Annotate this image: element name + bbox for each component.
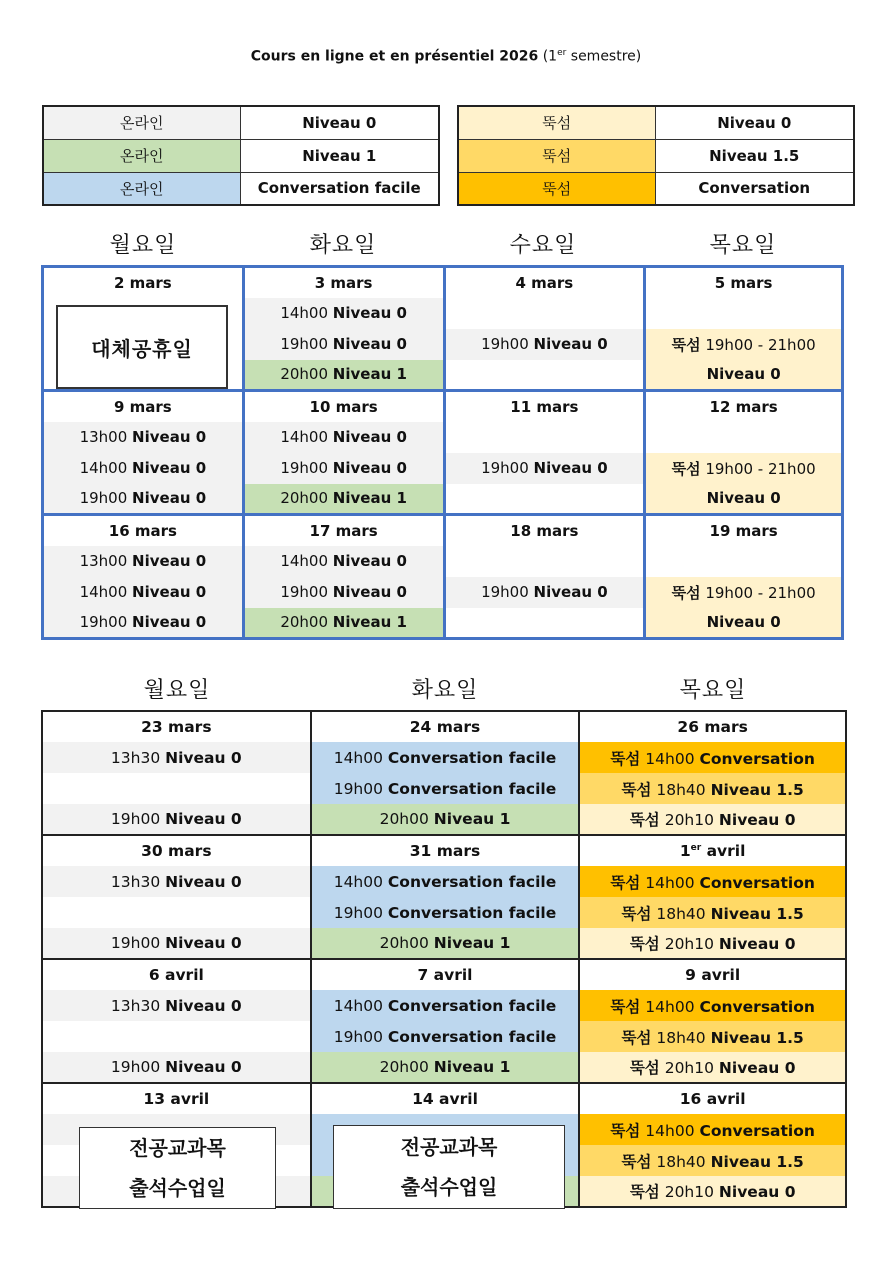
slot-time: 19h00 bbox=[79, 489, 128, 508]
slot-cell bbox=[579, 866, 846, 897]
slot-level: Niveau 1.5 bbox=[710, 904, 804, 923]
empty-cell bbox=[645, 298, 843, 329]
slot-cell bbox=[311, 773, 580, 804]
empty-cell bbox=[444, 608, 645, 639]
slot-level: Niveau 1 bbox=[332, 365, 407, 384]
day-header-thu: 목요일 bbox=[709, 233, 777, 258]
holiday-box: 대체공휴일 bbox=[56, 305, 228, 389]
slot-cell bbox=[43, 546, 244, 577]
exam-line-2: 출석수업일 bbox=[129, 1176, 226, 1200]
slot-cell bbox=[43, 453, 244, 484]
empty-cell bbox=[444, 298, 645, 329]
page-title bbox=[0, 48, 892, 65]
slot-cell bbox=[243, 546, 444, 577]
slot-location: 뚝섬 bbox=[621, 904, 652, 923]
slot-time: 14h00 bbox=[280, 552, 329, 570]
slot-time: 14h00 bbox=[645, 749, 695, 768]
slot-time: 14h00 bbox=[333, 748, 383, 767]
slot-cell bbox=[311, 897, 580, 928]
slot-time: 14h00 bbox=[645, 873, 695, 892]
slot-time: 19h00 bbox=[79, 613, 128, 632]
slot-cell bbox=[243, 577, 444, 608]
slot-time: 18h40 bbox=[656, 1028, 706, 1047]
slot-row bbox=[42, 742, 846, 773]
slot-cell bbox=[579, 1052, 846, 1083]
slot-level: Niveau 0 bbox=[165, 810, 242, 828]
date-cell: 19 mars bbox=[645, 515, 843, 546]
date-cell: 3 mars bbox=[243, 267, 444, 298]
title-sup: er bbox=[557, 48, 567, 58]
slot-level: Niveau 1.5 bbox=[710, 1028, 804, 1047]
slot-time: 14h00 bbox=[79, 583, 128, 601]
slot-level: Niveau 1 bbox=[332, 613, 407, 632]
slot-row bbox=[43, 546, 843, 577]
slot-row bbox=[42, 897, 846, 928]
date-cell: 26 mars bbox=[579, 711, 846, 742]
slot-level: Niveau 0 bbox=[645, 484, 843, 515]
date-cell: 11 mars bbox=[444, 391, 645, 422]
slot-location: 뚝섬 bbox=[610, 997, 641, 1016]
day-header-mon: 월요일 bbox=[109, 233, 177, 258]
slot-level: Niveau 0 bbox=[132, 489, 207, 508]
slot-level: Niveau 1 bbox=[433, 810, 511, 828]
slot-level: Niveau 0 bbox=[718, 1059, 796, 1077]
slot-time: 14h00 bbox=[645, 1121, 695, 1140]
title-paren: (1 bbox=[538, 48, 558, 65]
slot-level: Niveau 0 bbox=[165, 934, 242, 952]
empty-cell bbox=[444, 484, 645, 515]
slot-level: Niveau 0 bbox=[332, 459, 407, 477]
slot-level: Niveau 0 bbox=[165, 996, 242, 1015]
exam-line-2: 출석수업일 bbox=[400, 1175, 498, 1199]
slot-time: 19h00 bbox=[280, 459, 329, 477]
slot-row bbox=[43, 608, 843, 639]
slot-level: Niveau 0 bbox=[645, 360, 843, 391]
slot-location: 뚝섬 bbox=[629, 1059, 660, 1077]
exam-box-tuesday bbox=[333, 1125, 565, 1209]
week-row bbox=[43, 267, 843, 298]
slot-cell bbox=[42, 990, 311, 1021]
legend-online-level-0: Niveau 0 bbox=[240, 106, 439, 139]
empty-cell bbox=[645, 546, 843, 577]
slot-time: 20h00 bbox=[379, 1058, 429, 1076]
slot-cell bbox=[43, 484, 244, 515]
slot-cell bbox=[42, 866, 311, 897]
slot-time: 19h00 bbox=[333, 779, 383, 798]
slot-level: Niveau 0 bbox=[132, 583, 207, 601]
slot-level: Niveau 0 bbox=[533, 583, 608, 601]
slot-cell bbox=[42, 1052, 311, 1083]
slot-time: 20h10 bbox=[664, 935, 714, 953]
date-cell: 9 avril bbox=[579, 959, 846, 990]
slot-level: Niveau 0 bbox=[332, 552, 407, 570]
title-rest: semestre) bbox=[566, 48, 642, 65]
slot-level: Niveau 0 bbox=[132, 552, 207, 570]
slot-cell bbox=[579, 773, 846, 804]
slot-cell bbox=[579, 742, 846, 773]
slot-location: 뚝섬 bbox=[671, 583, 701, 602]
slot-time: 14h00 bbox=[645, 997, 695, 1016]
date-cell: 2 mars bbox=[114, 273, 172, 292]
slot-cell bbox=[311, 866, 580, 897]
slot-row bbox=[42, 773, 846, 804]
slot-level: Niveau 0 bbox=[718, 1183, 796, 1201]
slot-cell bbox=[42, 928, 311, 959]
slot-level: Niveau 0 bbox=[332, 428, 407, 446]
slot-time: 13h00 bbox=[79, 428, 128, 446]
slot-row bbox=[43, 453, 843, 484]
slot-location: 뚝섬 bbox=[621, 780, 652, 799]
slot-cell bbox=[243, 453, 444, 484]
slot-level: Niveau 1 bbox=[433, 934, 511, 952]
slot-cell bbox=[579, 1021, 846, 1052]
date-cell: 12 mars bbox=[645, 391, 843, 422]
day-header-thu-2: 목요일 bbox=[679, 678, 747, 703]
legend-online-label-1: 온라인 bbox=[43, 139, 240, 172]
date-cell: 6 avril bbox=[42, 959, 311, 990]
slot-level: Niveau 0 bbox=[165, 748, 242, 767]
slot-location: 뚝섬 bbox=[621, 1152, 652, 1171]
slot-cell bbox=[311, 928, 580, 959]
slot-row bbox=[42, 990, 846, 1021]
april1-num: 1 bbox=[679, 842, 691, 860]
slot-level: Conversation bbox=[699, 873, 815, 892]
slot-time: 19h00 bbox=[481, 583, 529, 601]
exam-line-1: 전공교과목 bbox=[400, 1135, 498, 1159]
exam-box-monday bbox=[79, 1127, 276, 1209]
slot-location: 뚝섬 bbox=[671, 335, 701, 354]
slot-time: 19h00 bbox=[481, 335, 529, 353]
slot-level: Niveau 0 bbox=[645, 608, 843, 639]
slot-location: 뚝섬 bbox=[629, 1183, 660, 1201]
slot-cell bbox=[579, 1145, 846, 1176]
slot-time: 20h10 bbox=[664, 1059, 714, 1077]
legend-offline-label-1: 뚝섬 bbox=[458, 139, 655, 172]
slot-time: 19h00 - 21h00 bbox=[705, 459, 816, 478]
slot-row bbox=[43, 422, 843, 453]
date-cell: 30 mars bbox=[42, 835, 311, 866]
slot-cell bbox=[43, 577, 244, 608]
slot-time: 13h00 bbox=[79, 552, 128, 570]
slot-time: 20h00 bbox=[379, 934, 429, 952]
slot-cell bbox=[42, 742, 311, 773]
legend-offline-label-0: 뚝섬 bbox=[458, 106, 655, 139]
empty-cell bbox=[645, 422, 843, 453]
day-header-mon-2: 월요일 bbox=[143, 678, 211, 703]
day-header-tue: 화요일 bbox=[309, 233, 377, 258]
slot-time: 13h30 bbox=[110, 748, 161, 767]
slot-level: Niveau 0 bbox=[132, 459, 207, 477]
slot-row bbox=[42, 804, 846, 835]
slot-time: 14h00 bbox=[280, 428, 329, 446]
slot-level: Conversation facile bbox=[387, 779, 557, 798]
slot-level: Conversation facile bbox=[387, 996, 557, 1015]
empty-cell bbox=[444, 360, 645, 391]
legend-offline bbox=[457, 105, 855, 206]
empty-cell bbox=[42, 773, 311, 804]
april1-sup: er bbox=[690, 842, 702, 853]
date-cell bbox=[579, 835, 846, 866]
slot-cell bbox=[579, 1176, 846, 1207]
empty-cell bbox=[42, 1021, 311, 1052]
legend-online-label-2: 온라인 bbox=[43, 172, 240, 205]
slot-location: 뚝섬 bbox=[621, 1028, 652, 1047]
slot-level: Niveau 0 bbox=[332, 335, 407, 353]
legend-online-label-0: 온라인 bbox=[43, 106, 240, 139]
slot-cell bbox=[444, 577, 645, 608]
slot-time: 19h00 bbox=[110, 1058, 161, 1076]
slot-time: 18h40 bbox=[656, 780, 706, 799]
slot-cell bbox=[243, 608, 444, 639]
slot-level: Niveau 1.5 bbox=[710, 780, 804, 799]
slot-time: 20h00 bbox=[280, 489, 329, 508]
date-cell: 4 mars bbox=[444, 267, 645, 298]
slot-location: 뚝섬 bbox=[610, 873, 641, 892]
slot-cell bbox=[311, 990, 580, 1021]
slot-level: Niveau 1.5 bbox=[710, 1152, 804, 1171]
slot-cell bbox=[243, 329, 444, 360]
date-cell: 17 mars bbox=[243, 515, 444, 546]
slot-level: Niveau 0 bbox=[165, 1058, 242, 1076]
exam-line-1: 전공교과목 bbox=[129, 1136, 226, 1160]
slot-location: 뚝섬 bbox=[610, 1121, 641, 1140]
slot-level: Conversation facile bbox=[387, 903, 557, 922]
slot-cell bbox=[311, 742, 580, 773]
slot-level: Conversation facile bbox=[387, 1027, 557, 1046]
slot-cell bbox=[243, 422, 444, 453]
slot-cell bbox=[579, 1114, 846, 1145]
date-cell: 16 avril bbox=[579, 1083, 846, 1114]
date-cell: 16 mars bbox=[43, 515, 244, 546]
slot-time: 19h00 bbox=[333, 903, 383, 922]
slot-time: 20h00 bbox=[379, 810, 429, 828]
slot-level: Niveau 0 bbox=[132, 613, 207, 632]
slot-time: 19h00 bbox=[280, 335, 329, 353]
slot-time: 14h00 bbox=[79, 459, 128, 477]
slot-cell bbox=[311, 1052, 580, 1083]
slot-location: 뚝섬 bbox=[671, 459, 701, 478]
slot-level: Niveau 0 bbox=[533, 335, 608, 353]
slot-time: 19h00 - 21h00 bbox=[705, 583, 816, 602]
week-row bbox=[42, 959, 846, 990]
slot-time: 19h00 bbox=[481, 459, 529, 477]
slot-cell bbox=[243, 298, 444, 329]
slot-row bbox=[43, 484, 843, 515]
date-cell: 13 avril bbox=[42, 1083, 311, 1114]
week-row bbox=[42, 835, 846, 866]
date-cell: 23 mars bbox=[141, 718, 212, 736]
empty-cell bbox=[42, 897, 311, 928]
legend-offline-level-2: Conversation bbox=[655, 172, 854, 205]
legend-online-level-1: Niveau 1 bbox=[240, 139, 439, 172]
slot-level: Niveau 0 bbox=[718, 935, 796, 953]
slot-time: 20h10 bbox=[664, 811, 714, 829]
day-header-tue-2: 화요일 bbox=[411, 678, 479, 703]
slot-cell bbox=[579, 990, 846, 1021]
date-cell: 31 mars bbox=[311, 835, 580, 866]
slot-cell bbox=[645, 577, 843, 608]
slot-time: 18h40 bbox=[656, 1152, 706, 1171]
legend-offline-level-1: Niveau 1.5 bbox=[655, 139, 854, 172]
title-main: Cours en ligne et en présentiel 2026 bbox=[250, 48, 539, 65]
week-row bbox=[42, 1083, 846, 1114]
slot-level: Conversation facile bbox=[387, 872, 557, 891]
slot-time: 20h10 bbox=[664, 1183, 714, 1201]
slot-cell bbox=[645, 329, 843, 360]
april1-month: avril bbox=[701, 842, 746, 860]
empty-cell bbox=[444, 546, 645, 577]
date-cell: 9 mars bbox=[43, 391, 244, 422]
date-cell: 18 mars bbox=[444, 515, 645, 546]
slot-level: Conversation bbox=[699, 1121, 815, 1140]
slot-row bbox=[42, 928, 846, 959]
slot-location: 뚝섬 bbox=[629, 811, 660, 829]
date-cell: 5 mars bbox=[645, 267, 843, 298]
slot-time: 19h00 bbox=[110, 934, 161, 952]
slot-level: Niveau 0 bbox=[165, 872, 242, 891]
slot-cell bbox=[43, 422, 244, 453]
slot-time: 19h00 bbox=[280, 583, 329, 601]
week-row bbox=[43, 515, 843, 546]
slot-time: 13h30 bbox=[110, 872, 161, 891]
slot-time: 20h00 bbox=[280, 365, 329, 384]
slot-level: Niveau 1 bbox=[433, 1058, 511, 1076]
slot-cell bbox=[243, 360, 444, 391]
slot-row bbox=[43, 577, 843, 608]
slot-time: 18h40 bbox=[656, 904, 706, 923]
date-cell: 10 mars bbox=[243, 391, 444, 422]
slot-level: Niveau 0 bbox=[533, 459, 608, 477]
slot-cell bbox=[579, 804, 846, 835]
slot-time: 19h00 bbox=[110, 810, 161, 828]
slot-cell bbox=[311, 1021, 580, 1052]
slot-cell bbox=[579, 928, 846, 959]
slot-location: 뚝섬 bbox=[629, 935, 660, 953]
legend-offline-level-0: Niveau 0 bbox=[655, 106, 854, 139]
slot-time: 13h30 bbox=[110, 996, 161, 1015]
slot-level: Niveau 0 bbox=[332, 304, 407, 322]
legend-online-level-2: Conversation facile bbox=[240, 172, 439, 205]
slot-location: 뚝섬 bbox=[610, 749, 641, 768]
slot-time: 20h00 bbox=[280, 613, 329, 632]
slot-cell bbox=[42, 804, 311, 835]
slot-cell bbox=[645, 453, 843, 484]
date-cell: 7 avril bbox=[311, 959, 580, 990]
slot-level: Niveau 1 bbox=[332, 489, 407, 508]
slot-level: Niveau 0 bbox=[718, 811, 796, 829]
slot-cell bbox=[444, 453, 645, 484]
slot-level: Conversation bbox=[699, 997, 815, 1016]
slot-time: 14h00 bbox=[333, 872, 383, 891]
week-row bbox=[43, 391, 843, 422]
legend-online bbox=[42, 105, 440, 206]
slot-time: 19h00 - 21h00 bbox=[705, 335, 816, 354]
slot-cell bbox=[579, 897, 846, 928]
slot-level: Conversation bbox=[699, 749, 815, 768]
slot-time: 14h00 bbox=[280, 304, 329, 322]
empty-cell bbox=[444, 422, 645, 453]
date-cell: 14 avril bbox=[311, 1083, 580, 1114]
slot-time: 14h00 bbox=[333, 996, 383, 1015]
slot-level: Conversation facile bbox=[387, 748, 557, 767]
slot-row bbox=[42, 1021, 846, 1052]
slot-row bbox=[42, 1052, 846, 1083]
slot-cell bbox=[311, 804, 580, 835]
day-header-wed: 수요일 bbox=[509, 233, 577, 258]
date-cell: 24 mars bbox=[311, 711, 580, 742]
slot-level: Niveau 0 bbox=[132, 428, 207, 446]
slot-cell bbox=[444, 329, 645, 360]
slot-cell bbox=[43, 608, 244, 639]
legend-offline-label-2: 뚝섬 bbox=[458, 172, 655, 205]
week-row bbox=[42, 711, 846, 742]
slot-level: Niveau 0 bbox=[332, 583, 407, 601]
slot-cell bbox=[243, 484, 444, 515]
slot-row bbox=[42, 866, 846, 897]
slot-time: 19h00 bbox=[333, 1027, 383, 1046]
